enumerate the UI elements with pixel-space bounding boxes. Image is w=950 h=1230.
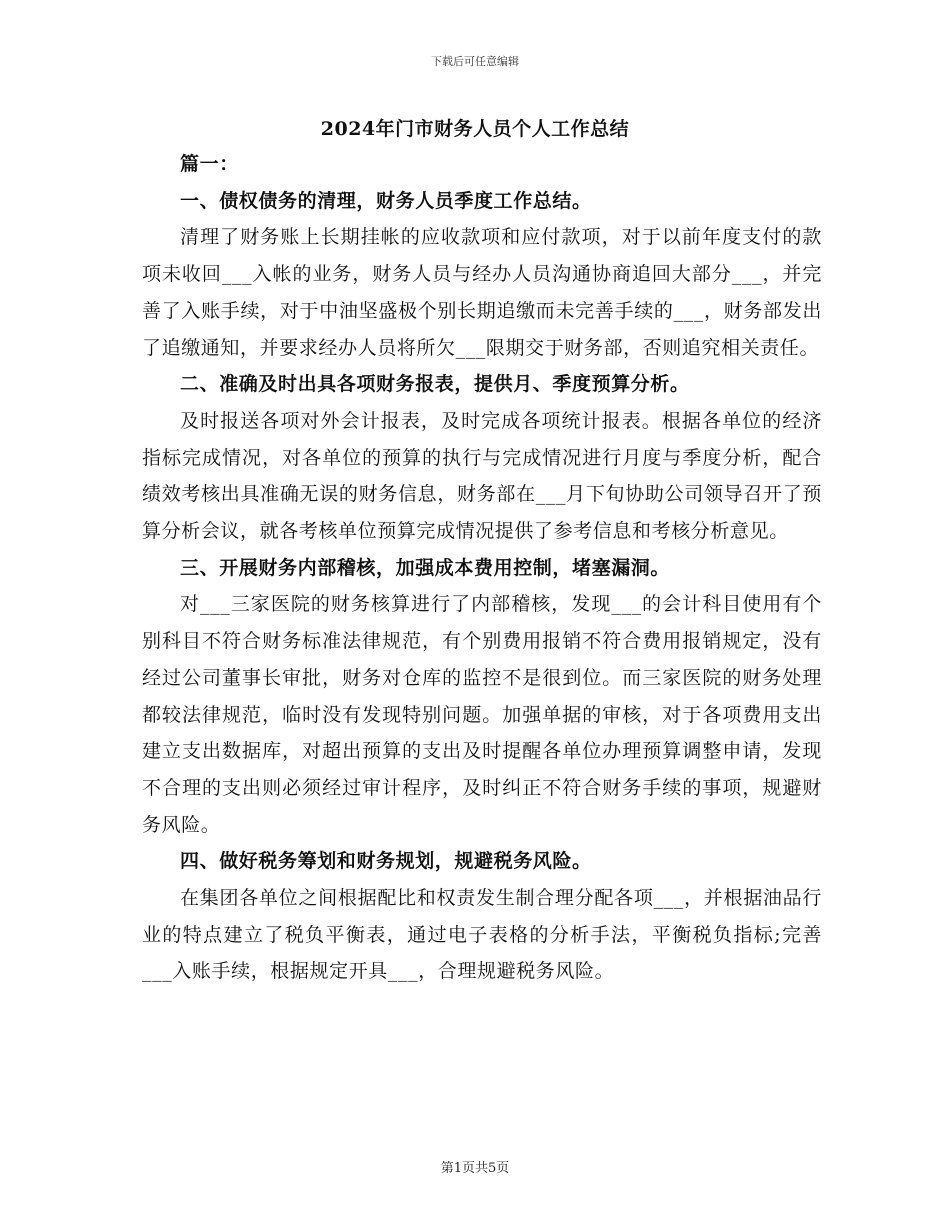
section-heading-2: 二、准确及时出具各项财务报表，提供月、季度预算分析。 — [180, 373, 690, 396]
section-body-2: 及时报送各项对外会计报表，及时完成各项统计报表。根据各单位的经济指标完成情况，对各单位的预算的执行与完成情况进行月度与季度分析，配合绩效考核出具准确无误的财务信息，财务部在___月下旬协助公司领导召开了预算分析会议，就各考核单位预算完成情况提供了参考信息和考核分析意见。 — [142, 409, 822, 543]
section-heading-1: 一、债权债务的清理，财务人员季度工作总结。 — [180, 189, 592, 212]
page-footer: 第1页共5页 — [440, 1161, 510, 1176]
document-title: 2024年门市财务人员个人工作总结 — [320, 118, 630, 140]
section-body-1: 清理了财务账上长期挂帐的应收款项和应付款项，对于以前年度支付的款项未收回___入帐的业务，财务人员与经办人员沟通协商追回大部分___，并完善了入账手续，对于中油坚盛极个别长期追缴而未完善手续的___，财务部发出了追缴通知，并要求经办人员将所欠___限期交于财务部，否则追究相关责任。 — [142, 226, 822, 359]
document-body — [142, 146, 822, 990]
part-label: 篇一： — [180, 153, 239, 175]
section-heading-4: 四、做好税务筹划和财务规划，规避税务风险。 — [180, 850, 592, 873]
section-heading-3: 三、开展财务内部稽核，加强成本费用控制，堵塞漏洞。 — [180, 556, 671, 579]
section-body-3: 对___三家医院的财务核算进行了内部稽核，发现___的会计科目使用有个别科目不符合财务标准法律规范，有个别费用报销不符合费用报销规定，没有经过公司董事长审批，财务对仓库的监控不是很到位。而三家医院的财务处理都较法律规范，临时没有发现特别问题。加强单据的审核，对于各项费用支出建立支出数据库，对超出预算的支出及时提醒各单位办理预算调整申请，发现不合理的支出则必须经过审计程序，及时纠正不符合财务手续的事项，规避财务风险。 — [142, 593, 822, 836]
header-note: 下载后可任意编辑 — [431, 55, 519, 68]
section-body-4: 在集团各单位之间根据配比和权责发生制合理分配各项___，并根据油品行业的特点建立了税负平衡表，通过电子表格的分析手法，平衡税负指标;完善___入账手续，根据规定开具___，合理规避税务风险。 — [142, 887, 822, 983]
